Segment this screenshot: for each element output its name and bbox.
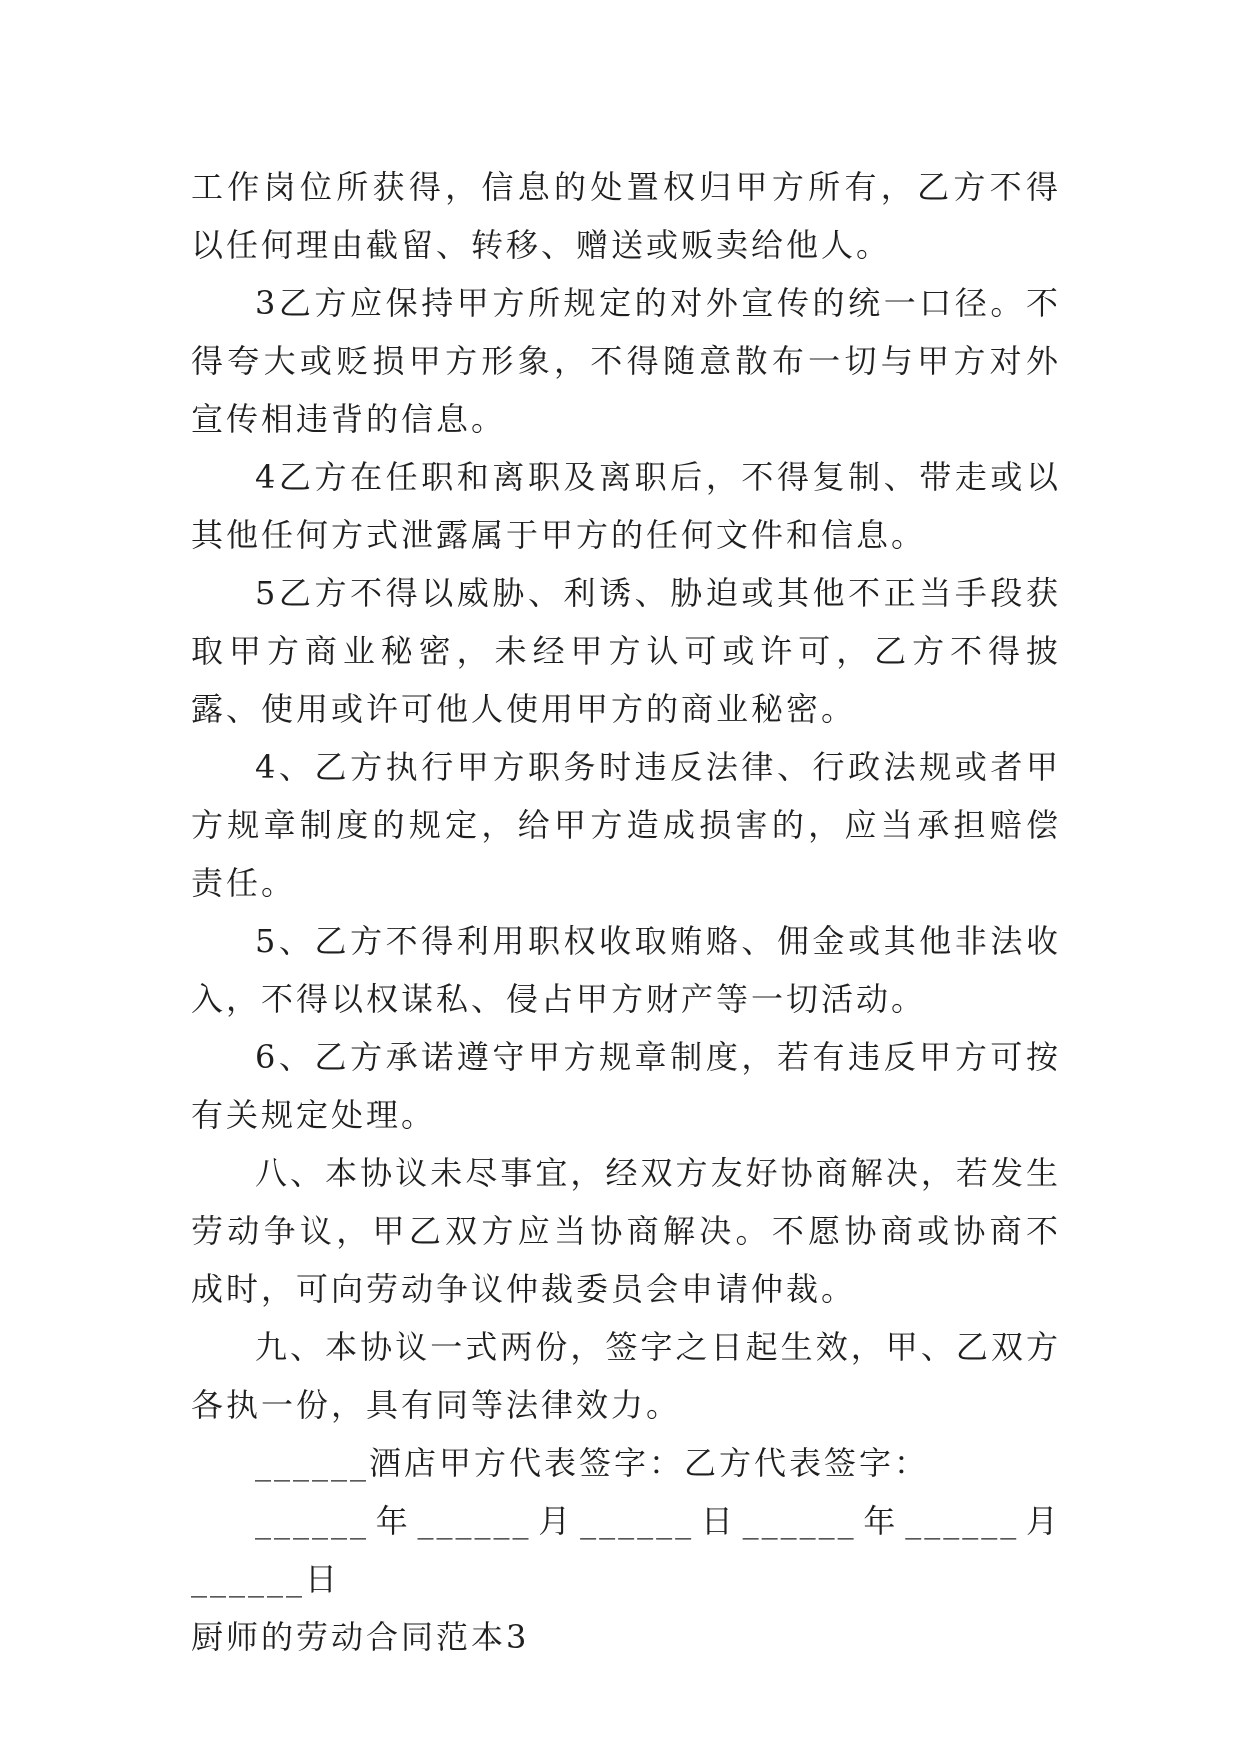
paragraph-2: 3乙方应保持甲方所规定的对外宣传的统一口径。不得夸大或贬损甲方形象，不得随意散布一切与甲方对外宣传相违背的信息。 bbox=[191, 284, 1061, 438]
paragraph-7: 6、乙方承诺遵守甲方规章制度，若有违反甲方可按有关规定处理。 bbox=[191, 1038, 1061, 1134]
date-line: ______年______月______日______年______月______日 bbox=[191, 1502, 1061, 1598]
paragraph-9: 九、本协议一式两份，签字之日起生效，甲、乙双方各执一份，具有同等法律效力。 bbox=[191, 1328, 1061, 1424]
paragraph-4: 5乙方不得以威胁、利诱、胁迫或其他不正当手段获取甲方商业秘密，未经甲方认可或许可，乙方不得披露、使用或许可他人使用甲方的商业秘密。 bbox=[191, 574, 1061, 728]
paragraph-5: 4、乙方执行甲方职务时违反法律、行政法规或者甲方规章制度的规定，给甲方造成损害的，应当承担赔偿责任。 bbox=[191, 748, 1061, 902]
document-body bbox=[191, 158, 1061, 1666]
paragraph-8: 八、本协议未尽事宜，经双方友好协商解决，若发生劳动争议，甲乙双方应当协商解决。不愿协商或协商不成时，可向劳动争议仲裁委员会申请仲裁。 bbox=[191, 1154, 1061, 1308]
signature-line: ______酒店甲方代表签字：乙方代表签字： bbox=[255, 1444, 930, 1482]
paragraph-6: 5、乙方不得利用职权收取贿赂、佣金或其他非法收入，不得以权谋私、侵占甲方财产等一切活动。 bbox=[191, 922, 1061, 1018]
paragraph-3: 4乙方在任职和离职及离职后，不得复制、带走或以其他任何方式泄露属于甲方的任何文件和信息。 bbox=[191, 458, 1061, 554]
paragraph-1: 工作岗位所获得，信息的处置权归甲方所有，乙方不得以任何理由截留、转移、赠送或贩卖给他人。 bbox=[191, 168, 1061, 264]
next-section-title: 厨师的劳动合同范本3 bbox=[191, 1618, 530, 1656]
